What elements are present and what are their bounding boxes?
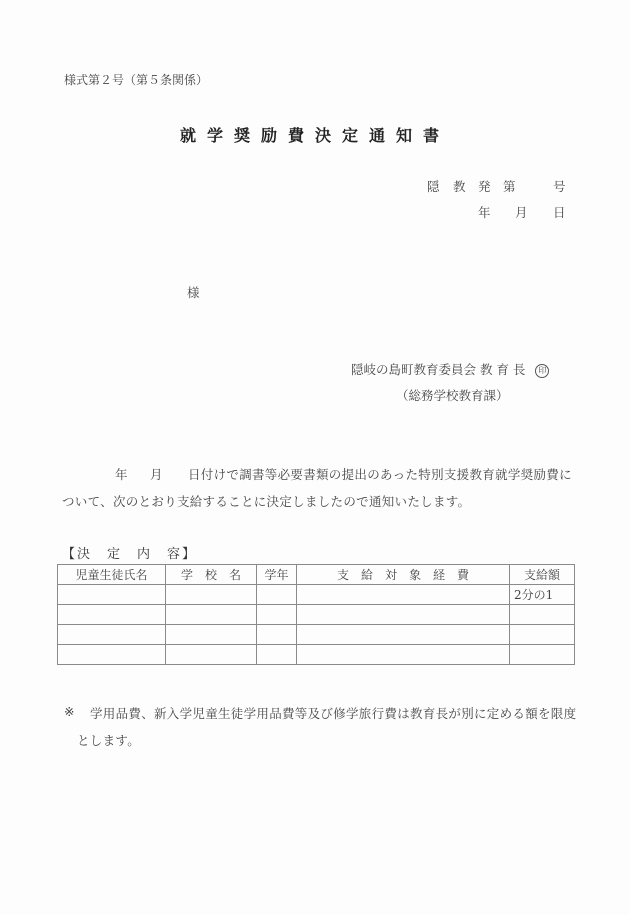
- section-heading: 【決 定 内 容】: [62, 547, 198, 562]
- cell-school-name: [166, 585, 257, 605]
- issuer-name: 隠岐の島町教育委員会 教 育 長: [351, 362, 526, 377]
- form-number: 様式第２号（第５条関係）: [64, 73, 209, 87]
- cell-school-name: [166, 625, 257, 645]
- table-row: [58, 585, 575, 605]
- cell-amount: [510, 645, 575, 665]
- cell-grade: [257, 585, 297, 605]
- header-student-name: 児童生徒氏名: [58, 565, 166, 585]
- issuer-department: （総務学校教育課）: [396, 388, 509, 403]
- cell-covered-expenses: [297, 625, 510, 645]
- document-title: 就学奨励費決定通知書: [179, 126, 450, 145]
- body-line-2: ついて、次のとおり支給することに決定しましたので通知いたします。: [62, 494, 471, 509]
- header-grade: 学年: [257, 565, 297, 585]
- reference-char: 発: [478, 179, 491, 194]
- seal-icon: 印: [535, 364, 549, 378]
- note-line-1: 学用品費、新入学児童生徒学用品費等及び修学旅行費は教育長が別に定める額を限度: [90, 706, 577, 721]
- cell-student-name: [58, 585, 166, 605]
- cell-covered-expenses: [297, 605, 510, 625]
- cell-covered-expenses: [297, 645, 510, 665]
- table-row: [58, 605, 575, 625]
- issuer: [351, 360, 549, 378]
- cell-amount: [510, 625, 575, 645]
- body-year: 年: [115, 467, 128, 482]
- table-row: [58, 625, 575, 645]
- cell-amount: 2分の1: [510, 585, 575, 605]
- reference-char: 教: [453, 179, 466, 194]
- addressee-suffix: 様: [187, 285, 200, 300]
- header-school-name: 学 校 名: [166, 565, 257, 585]
- reference-char: 第: [503, 179, 516, 194]
- cell-covered-expenses: [297, 585, 510, 605]
- cell-student-name: [58, 645, 166, 665]
- cell-grade: [257, 625, 297, 645]
- cell-grade: [257, 645, 297, 665]
- date-day: 日: [553, 205, 566, 220]
- date-year: 年: [478, 205, 491, 220]
- decision-table: [57, 564, 575, 665]
- table-header-row: [58, 565, 575, 585]
- note-line-2: とします。: [77, 733, 141, 748]
- cell-school-name: [166, 605, 257, 625]
- cell-school-name: [166, 645, 257, 665]
- reference-suffix: 号: [553, 179, 566, 194]
- table-row: [58, 645, 575, 665]
- body-month: 月: [150, 467, 163, 482]
- cell-student-name: [58, 605, 166, 625]
- reference-char: 隠: [427, 179, 440, 194]
- date-month: 月: [515, 205, 528, 220]
- note-mark-icon: ※: [64, 704, 75, 719]
- cell-student-name: [58, 625, 166, 645]
- header-covered-expenses: 支 給 対 象 経 費: [297, 565, 510, 585]
- cell-grade: [257, 605, 297, 625]
- header-amount: 支給額: [510, 565, 575, 585]
- cell-amount: [510, 605, 575, 625]
- body-line-1: 日付けで調書等必要書類の提出のあった特別支援教育就学奨励費に: [188, 467, 572, 482]
